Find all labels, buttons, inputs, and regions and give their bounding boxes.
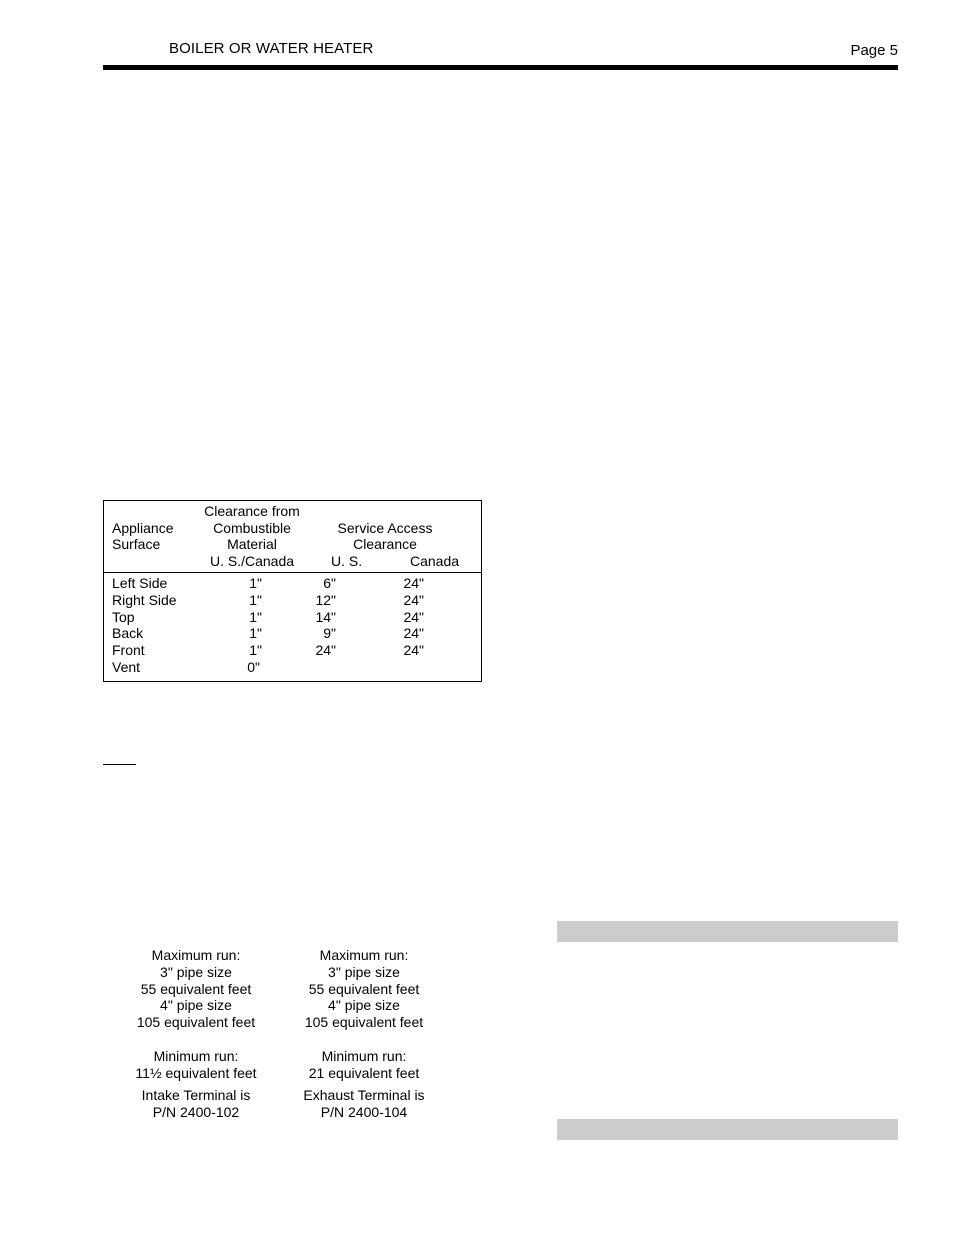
row-canada: 24" [403, 625, 424, 642]
intake-3in-label: 3" pipe size [160, 963, 232, 980]
row-surface: Top [112, 608, 135, 625]
header-service-line1: Service Access [337, 520, 433, 536]
exhaust-terminal-specs [264, 947, 464, 1121]
header-canada: Canada [410, 553, 460, 569]
row-combustible: 1" [249, 608, 262, 625]
exhaust-max-run-label: Maximum run: [319, 947, 409, 963]
row-us: 9" [323, 625, 336, 642]
row-canada: 24" [403, 591, 424, 608]
exhaust-part-number: P/N 2400-104 [320, 1104, 408, 1121]
exhaust-3in-label: 3" pipe size [328, 963, 400, 980]
row-us: 12" [315, 591, 336, 608]
section-header-bar [557, 1119, 898, 1140]
header-rule [103, 65, 898, 70]
intake-4in-value: 105 equivalent feet [136, 1014, 256, 1031]
row-us: 14" [315, 608, 336, 625]
intake-min-run-value: 11½ equivalent feet [135, 1064, 257, 1081]
header-combustible-line3: Material [227, 536, 277, 552]
clearance-table-body [104, 575, 481, 676]
header-combustible-line2: Combustible [213, 520, 291, 536]
header-service-line2: Clearance [353, 536, 417, 552]
intake-3in-value: 55 equivalent feet [140, 980, 252, 997]
exhaust-min-run-value: 21 equivalent feet [308, 1064, 420, 1081]
table-row [104, 625, 481, 642]
table-row [104, 575, 481, 592]
row-canada: 24" [403, 575, 424, 591]
exhaust-min-run-label: Minimum run: [321, 1047, 407, 1064]
row-surface: Vent [112, 658, 141, 675]
intake-4in-label: 4" pipe size [160, 997, 232, 1014]
table-row [104, 609, 481, 626]
page-number: Page 5 [850, 42, 898, 59]
intake-min-run-label: Minimum run: [153, 1047, 239, 1064]
table-row-vent [104, 659, 481, 676]
row-combustible: 1" [249, 642, 262, 659]
header-us: U. S. [331, 553, 363, 569]
row-canada: 24" [403, 608, 424, 625]
section-header-bar [557, 921, 898, 942]
row-surface: Right Side [112, 591, 177, 608]
row-surface: Back [112, 625, 144, 642]
header-title: BOILER OR WATER HEATER [169, 40, 374, 57]
exhaust-4in-label: 4" pipe size [328, 997, 400, 1014]
row-surface: Front [112, 642, 145, 659]
exhaust-part-label: Exhaust Terminal is [303, 1087, 425, 1104]
intake-max-run-label: Maximum run: [151, 947, 241, 963]
row-canada: 24" [403, 642, 424, 659]
clearance-table [103, 500, 482, 682]
exhaust-4in-value: 105 equivalent feet [304, 1014, 424, 1031]
row-us: 24" [315, 642, 336, 659]
table-row [104, 592, 481, 609]
intake-part-number: P/N 2400-102 [152, 1104, 240, 1121]
intake-part-label: Intake Terminal is [141, 1087, 251, 1104]
exhaust-3in-value: 55 equivalent feet [308, 980, 420, 997]
header-combustible-line4: U. S./Canada [209, 553, 295, 569]
header-surface-line1: Appliance [112, 520, 174, 536]
clearance-table-header [104, 501, 481, 573]
header-surface-line2: Surface [112, 536, 161, 552]
row-us: 6" [323, 575, 336, 591]
row-combustible: 0" [247, 658, 260, 675]
table-row [104, 642, 481, 659]
row-combustible: 1" [249, 625, 262, 642]
note-underline [103, 764, 136, 765]
header-combustible-line1: Clearance from [204, 503, 300, 519]
row-surface: Left Side [112, 575, 168, 591]
row-combustible: 1" [249, 575, 262, 591]
row-combustible: 1" [249, 591, 262, 608]
